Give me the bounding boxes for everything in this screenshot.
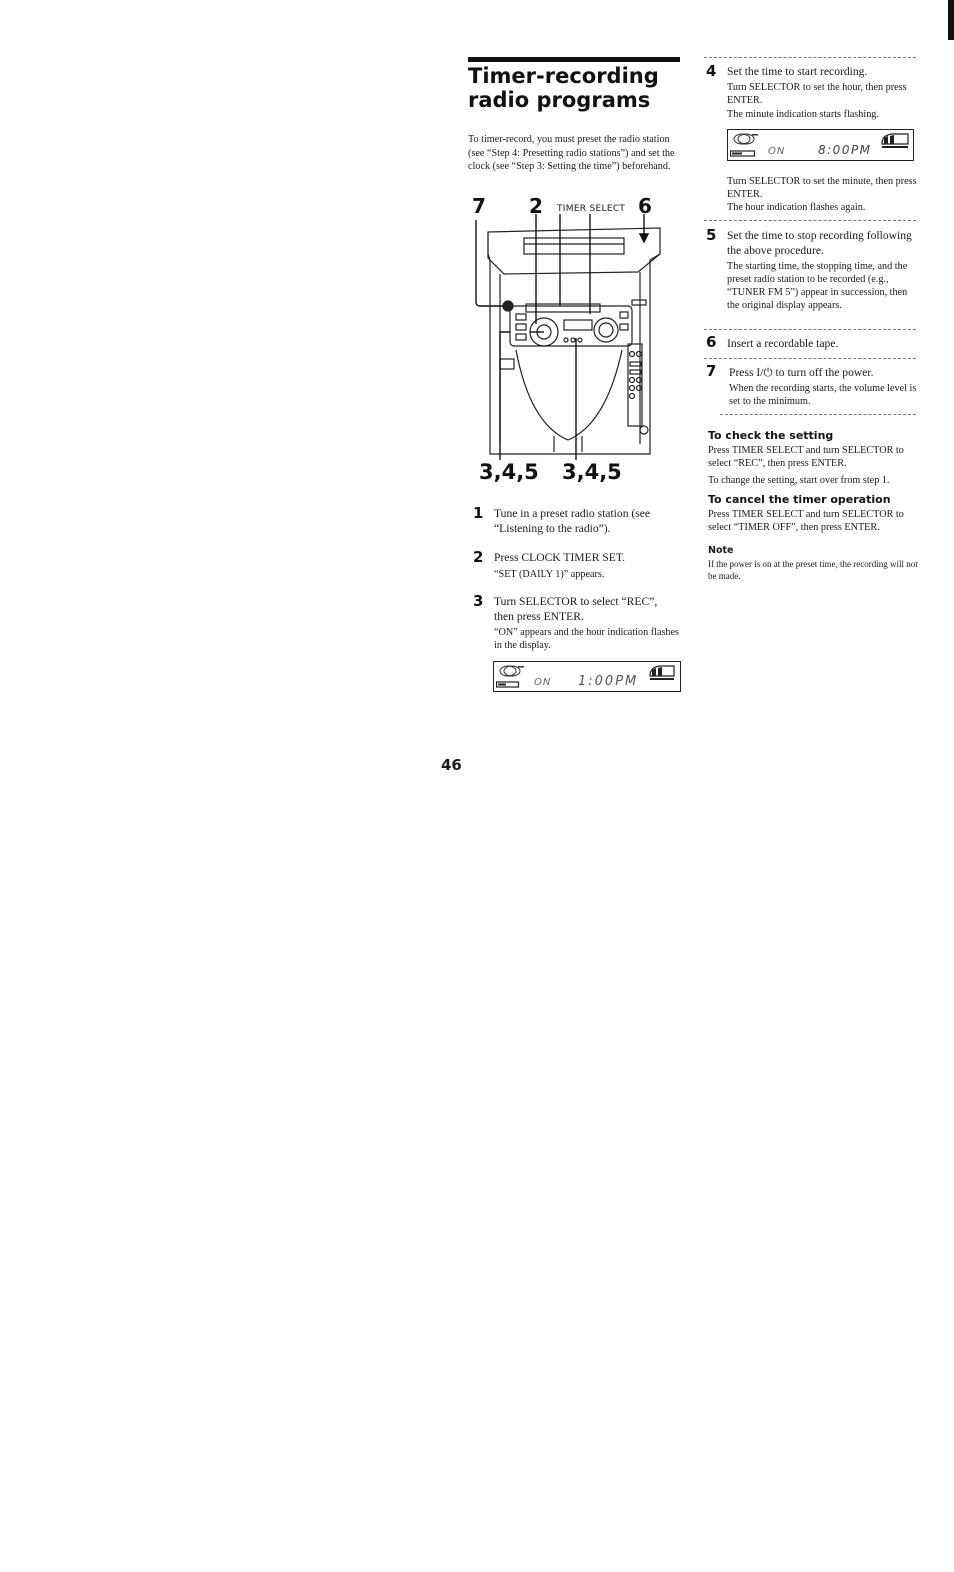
step-6-number: 6: [706, 333, 717, 351]
disc-icon: [498, 664, 526, 678]
stereo-system-illustration: [470, 214, 675, 464]
figure-label-timer-select: TIMER SELECT: [557, 204, 626, 214]
step-2-number: 2: [473, 548, 484, 566]
page-title-line-1: Timer-recording: [468, 64, 659, 88]
step-4-number: 4: [706, 62, 717, 80]
cancel-timer-body: Press TIMER SELECT and turn SELECTOR to select “TIMER OFF”, then press ENTER.: [708, 509, 904, 533]
tape-icon: [496, 681, 520, 689]
page-edge-mark: [948, 0, 954, 40]
check-setting-extra: To change the setting, start over from step 1.: [708, 475, 890, 486]
figure-label-6: 6: [638, 194, 652, 218]
note-heading: Note: [708, 545, 734, 556]
step-2-text: Press CLOCK TIMER SET.: [494, 551, 625, 564]
separator-5-6: [704, 329, 916, 330]
step-3-number: 3: [473, 592, 484, 610]
display-step-3-time: 1:00PM: [578, 674, 639, 689]
step-5-number: 5: [706, 226, 717, 244]
display-step-4-on: ON: [768, 146, 786, 157]
step-4-subtext-1: Turn SELECTOR to set the hour, then press ENTER.: [727, 82, 907, 106]
step-4-after-2: The hour indication flashes again.: [727, 202, 866, 213]
intro-paragraph: To timer-record, you must preset the radio station (see “Step 4: Presetting radio stations”) and set the clock (see “Step 3: Setting the time”) beforehand.: [468, 134, 675, 172]
separator-top: [704, 57, 916, 58]
volume-meter-icon: [648, 664, 676, 682]
step-4-after-1: Turn SELECTOR to set the minute, then press ENTER.: [727, 176, 917, 200]
step-7-text: Press I/⏻ to turn off the power.: [729, 366, 874, 379]
page-title: [468, 64, 683, 112]
figure-label-bottom-left: 3,4,5: [479, 460, 539, 484]
volume-meter-icon: [880, 132, 910, 150]
disc-icon: [732, 132, 760, 146]
step-6-text: Insert a recordable tape.: [727, 337, 839, 350]
step-7-subtext: When the recording starts, the volume level is set to the minimum.: [729, 383, 917, 407]
step-1-text: Tune in a preset radio station (see “Listening to the radio”).: [494, 507, 651, 535]
step-4-subtext-2: The minute indication starts flashing.: [727, 109, 879, 120]
figure-label-7: 7: [472, 194, 486, 218]
display-panel-step-3: [493, 661, 681, 692]
step-5-text: Set the time to stop recording following the above procedure.: [727, 229, 912, 257]
display-step-3-on: ON: [534, 677, 552, 688]
check-setting-body: Press TIMER SELECT and turn SELECTOR to select “REC”, then press ENTER.: [708, 445, 904, 469]
step-3-text: Turn SELECTOR to select “REC”, then press ENTER.: [494, 595, 658, 623]
step-3-subtext: “ON” appears and the hour indication flashes in the display.: [494, 627, 680, 651]
tape-icon: [730, 150, 756, 158]
step-1-number: 1: [473, 504, 484, 522]
cancel-timer-heading: To cancel the timer operation: [708, 493, 891, 506]
page-number: 46: [441, 756, 462, 774]
step-4-text: Set the time to start recording.: [727, 65, 868, 78]
figure-label-bottom-right: 3,4,5: [562, 460, 622, 484]
separator-6-7: [704, 358, 916, 359]
separator-7-check: [720, 414, 916, 415]
display-step-4-time: 8:00PM: [818, 143, 872, 157]
step-2-subtext: “SET (DAILY 1)” appears.: [494, 569, 605, 580]
step-5-subtext: The starting time, the stopping time, and the preset radio station to be recorded (e.g., “TUNER FM 5”) appear in succession, then the original display appears.: [727, 261, 908, 311]
display-panel-step-4: [727, 129, 914, 161]
figure-label-2: 2: [529, 194, 543, 218]
check-setting-heading: To check the setting: [708, 429, 834, 442]
separator-4-5: [704, 220, 916, 221]
page-title-line-2: radio programs: [468, 88, 651, 112]
note-body: If the power is on at the preset time, the recording will not be made.: [708, 559, 918, 581]
title-rule: [468, 57, 680, 62]
step-7-number: 7: [706, 362, 717, 380]
